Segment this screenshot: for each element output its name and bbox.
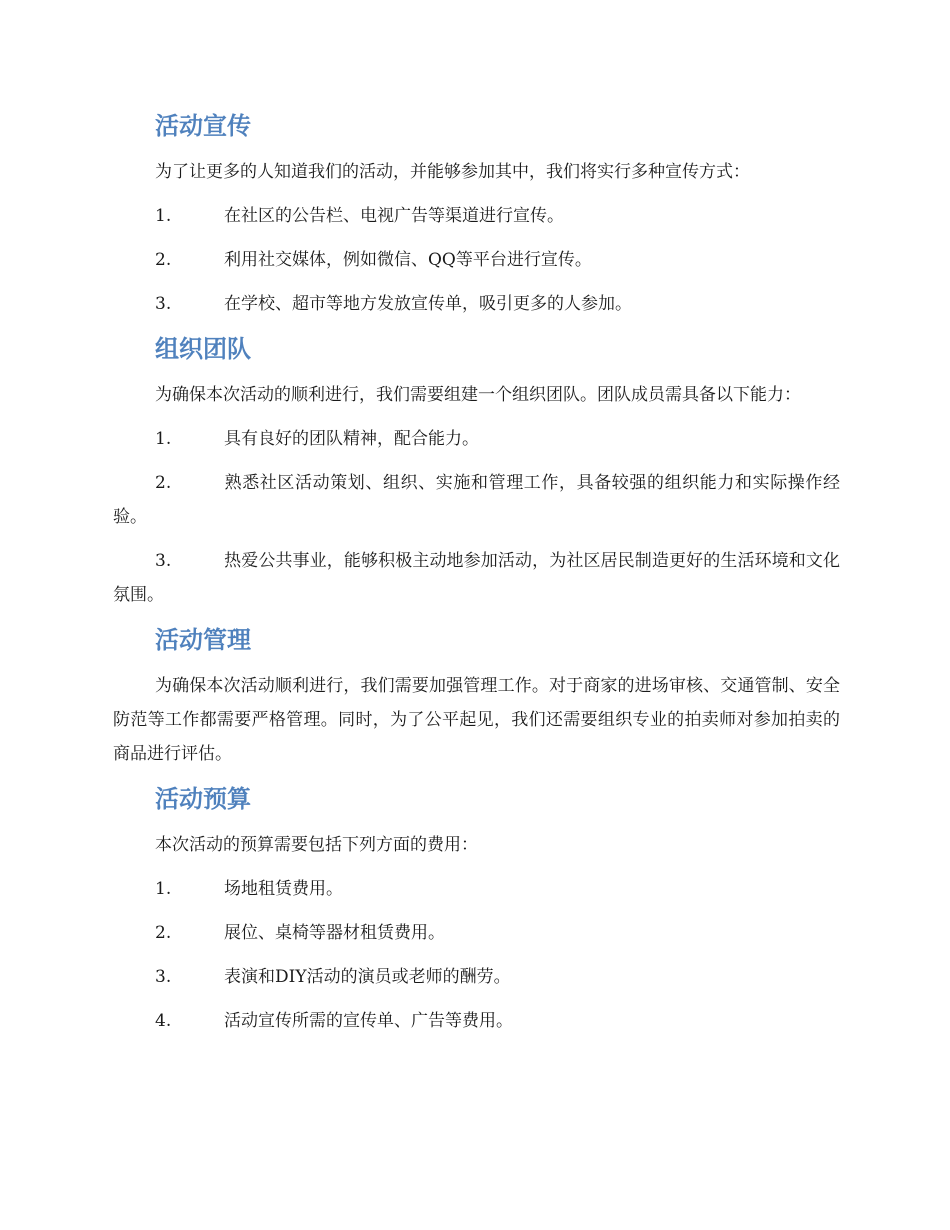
document-body: [113, 108, 840, 1038]
section-intro-management: 为确保本次活动顺利进行，我们需要加强管理工作。对于商家的进场审核、交通管制、安全防范等工作都需要严格管理。同时，为了公平起见，我们还需要组织专业的拍卖师对参加拍卖的商品进行评估。: [113, 676, 840, 764]
section-intro-promotion: 为了让更多的人知道我们的活动，并能够参加其中，我们将实行多种宣传方式：: [155, 162, 750, 182]
list-item: 4. 活动宣传所需的宣传单、广告等费用。: [155, 1011, 513, 1031]
section-heading-management: 活动管理: [155, 626, 251, 654]
list-item: 1. 具有良好的团队精神，配合能力。: [155, 429, 479, 449]
section-heading-promotion: 活动宣传: [155, 112, 251, 140]
section-intro-team: 为确保本次活动的顺利进行，我们需要组建一个组织团队。团队成员需具备以下能力：: [155, 385, 801, 405]
list-item: 3. 热爱公共事业，能够积极主动地参加活动，为社区居民制造更好的生活环境和文化氛围。: [113, 551, 840, 605]
list-item: 1. 在社区的公告栏、电视广告等渠道进行宣传。: [155, 206, 564, 226]
list-item: 2. 展位、桌椅等器材租赁费用。: [155, 923, 445, 943]
list-item: 3. 表演和DIY活动的演员或老师的酬劳。: [155, 967, 511, 987]
section-heading-budget: 活动预算: [155, 785, 251, 813]
list-item: 2. 利用社交媒体，例如微信、QQ等平台进行宣传。: [155, 250, 592, 270]
section-intro-budget: 本次活动的预算需要包括下列方面的费用：: [155, 835, 478, 855]
list-item: 3. 在学校、超市等地方发放宣传单，吸引更多的人参加。: [155, 294, 632, 314]
list-item: 1. 场地租赁费用。: [155, 879, 343, 899]
list-item: 2. 熟悉社区活动策划、组织、实施和管理工作，具备较强的组织能力和实际操作经验。: [113, 473, 840, 527]
section-heading-team: 组织团队: [155, 335, 251, 363]
